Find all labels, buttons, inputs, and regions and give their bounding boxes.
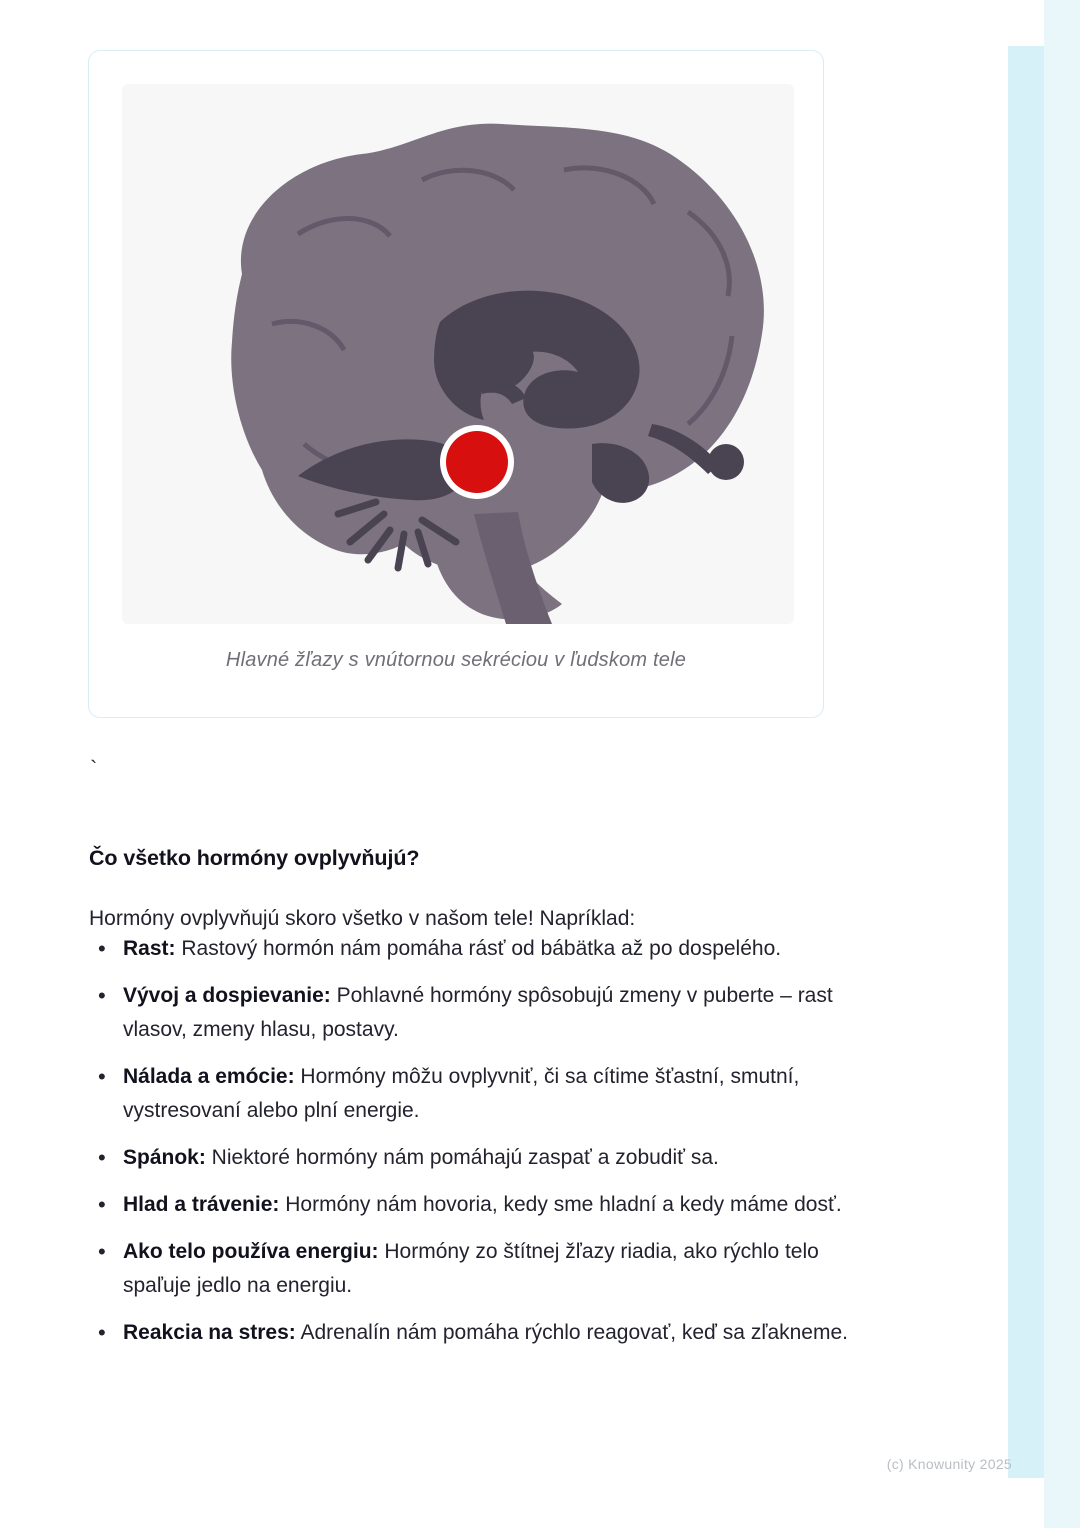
list-item-term: Reakcia na stres: <box>123 1321 296 1345</box>
list-item <box>123 932 883 966</box>
list-item-term: Nálada a emócie: <box>123 1065 295 1089</box>
footer-credit: (c) Knowunity 2025 <box>886 1456 1012 1472</box>
lead-paragraph: Hormóny ovplyvňujú skoro všetko v našom tele! Napríklad: <box>89 907 636 930</box>
list-item-term: Rast: <box>123 937 176 960</box>
list-item-text: Hormóny zo štítnej žľazy riadia, ako rýchlo telo spaľuje jedlo na energiu. <box>123 1240 819 1298</box>
page-edge-strip-inner <box>1008 46 1044 1478</box>
page-edge-strip-outer <box>1044 0 1080 1528</box>
list-item-term: Vývoj a dospievanie: <box>123 984 331 1008</box>
list-item <box>123 1060 883 1128</box>
list-item <box>123 979 883 1047</box>
list-item <box>123 1188 883 1222</box>
list-item-term: Spánok: <box>123 1146 206 1170</box>
figure-card <box>88 50 824 718</box>
list-item-text: Adrenalín nám pomáha rýchlo reagovať, keď sa zľakneme. <box>295 1321 848 1345</box>
list-item-text: Hormóny môžu ovplyvniť, či sa cítime šťastní, smutní, vystresovaní alebo plní energie. <box>123 1065 800 1123</box>
list-item-term: Hlad a trávenie: <box>123 1193 280 1217</box>
highlight-marker <box>440 425 514 499</box>
list-item <box>123 1316 883 1350</box>
list-item-text: Hormóny nám hovoria, kedy sme hladní a kedy máme dosť. <box>279 1193 842 1217</box>
figure-caption: Hlavné žľazy s vnútornou sekréciou v ľudskom tele <box>225 649 687 671</box>
list-item <box>123 1235 883 1303</box>
hormone-effects-list <box>89 932 883 1363</box>
stray-tick-mark: ` <box>90 756 98 781</box>
list-item <box>123 1141 883 1175</box>
list-item-term: Ako telo používa energiu: <box>123 1240 379 1264</box>
list-item-text: Pohlavné hormóny spôsobujú zmeny v puberte – rast vlasov, zmeny hlasu, postavy. <box>123 984 833 1042</box>
list-item-text: Niektoré hormóny nám pomáhajú zaspať a zobudiť sa. <box>205 1146 719 1170</box>
section-heading: Čo všetko hormóny ovplyvňujú? <box>89 845 420 870</box>
list-item-text: Rastový hormón nám pomáha rásť od bábätka až po dospelého. <box>175 937 782 960</box>
brain-sagittal-diagram <box>122 84 794 624</box>
